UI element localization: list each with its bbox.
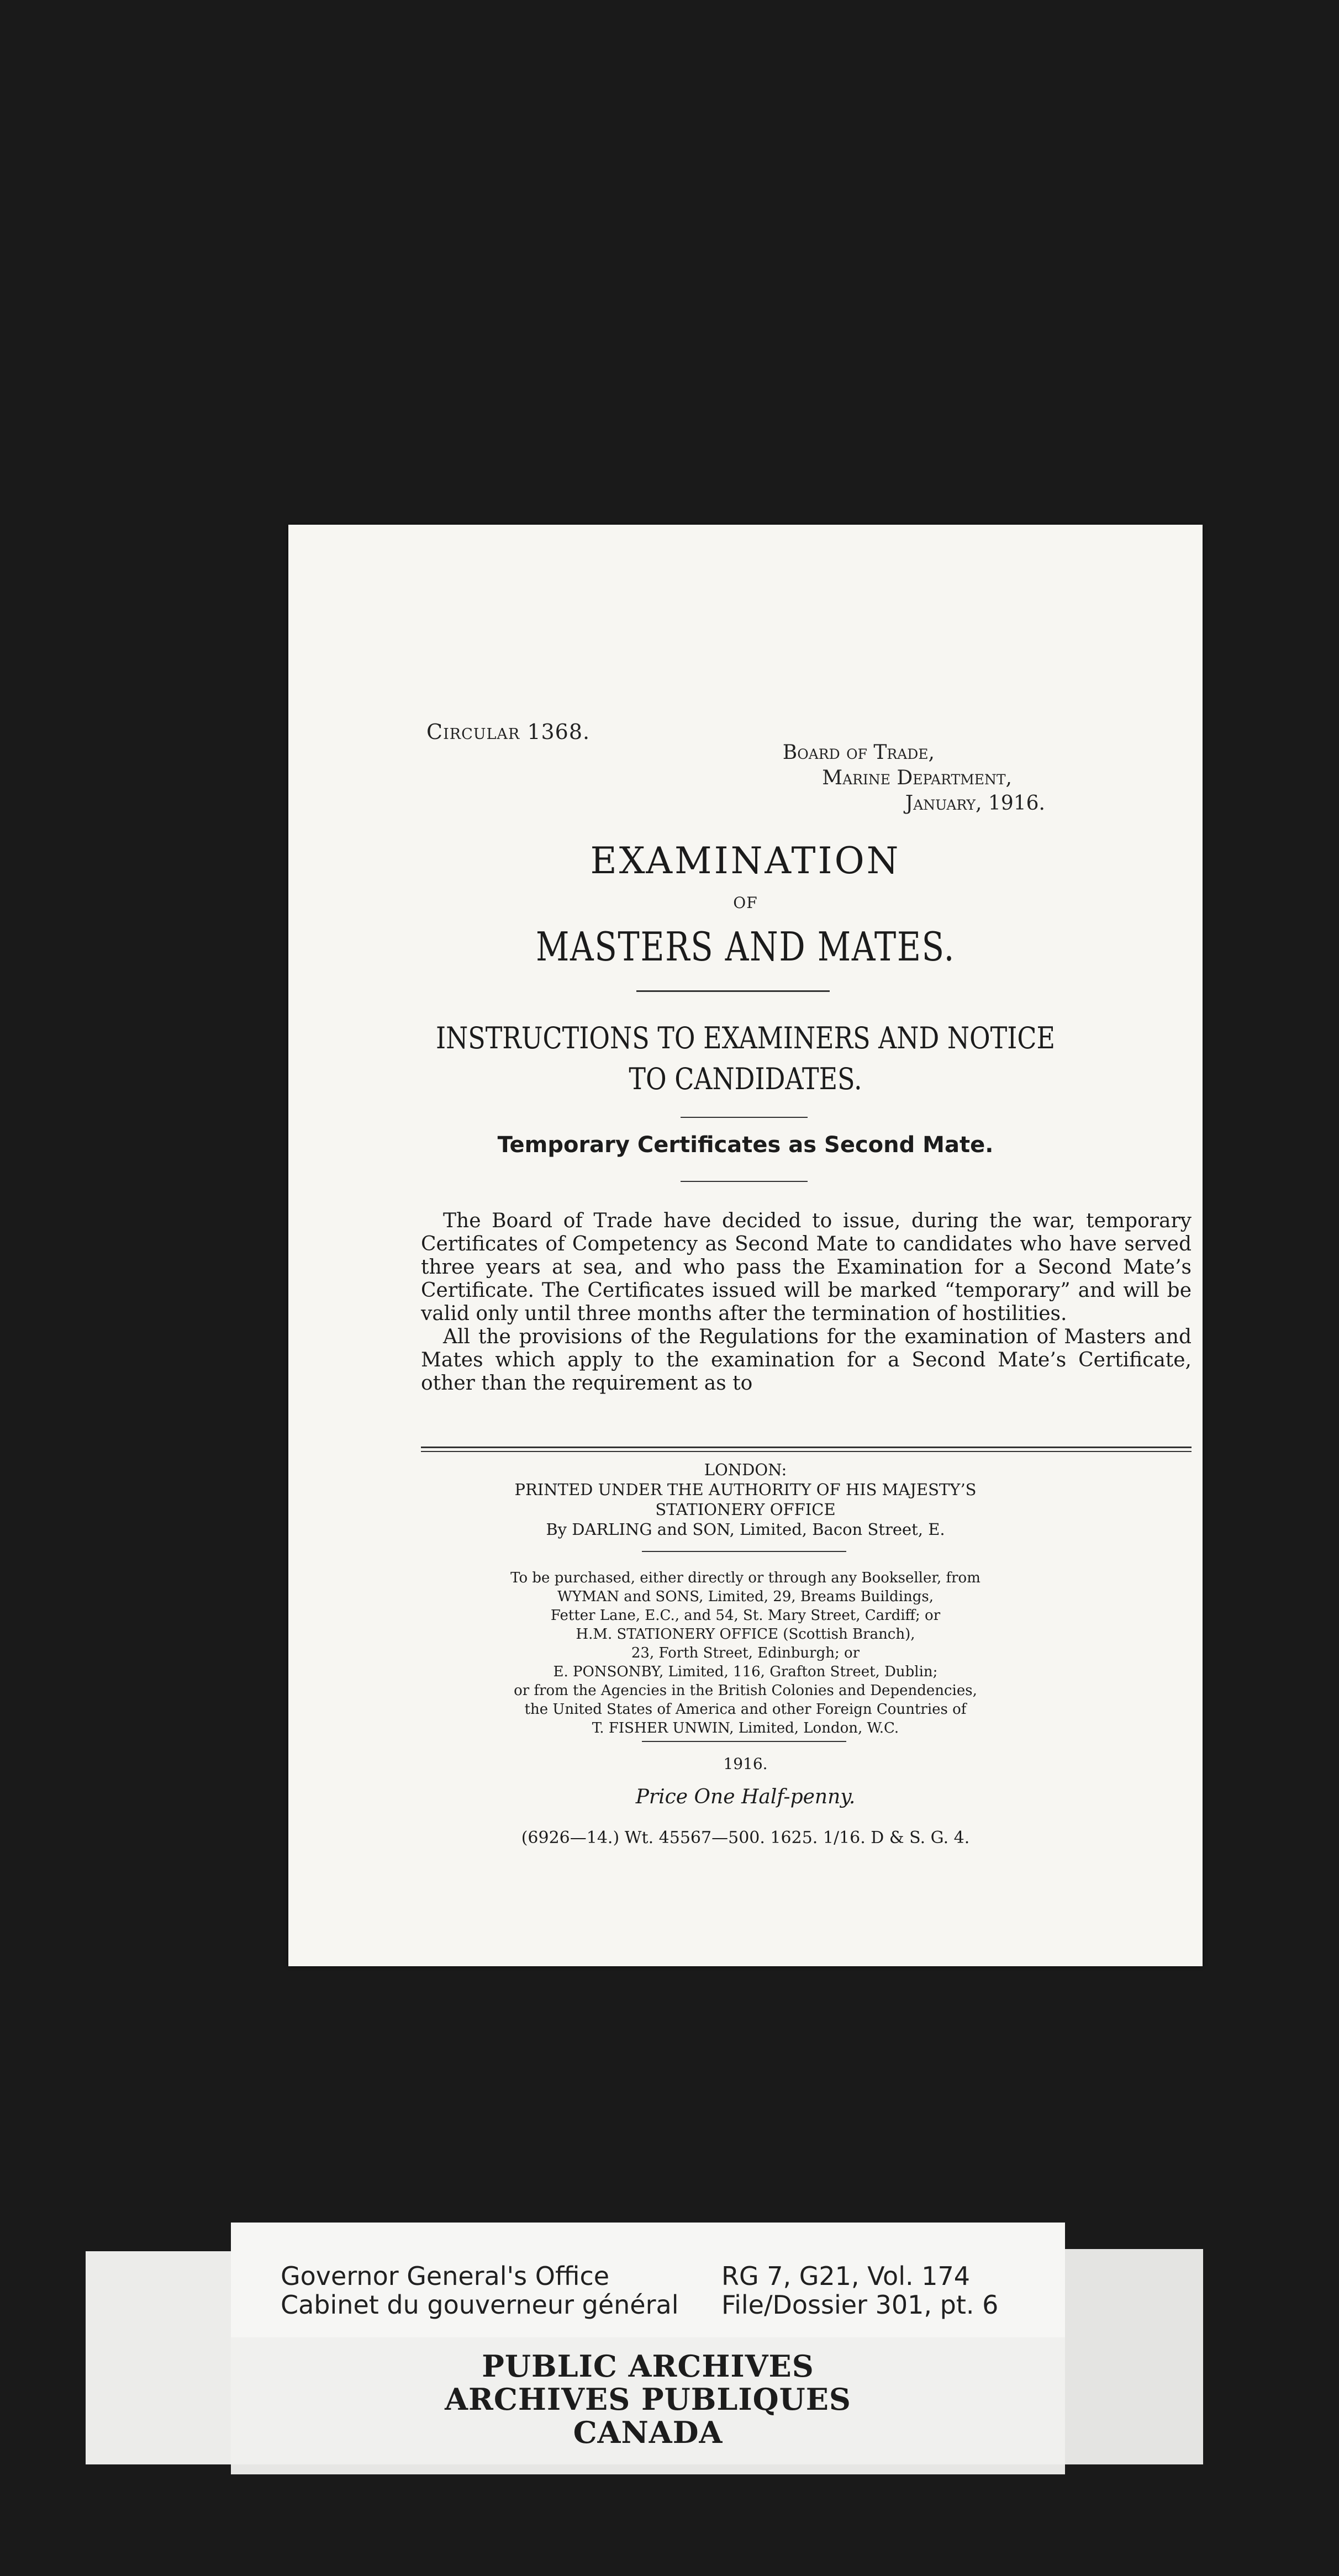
divider	[681, 1181, 808, 1182]
label-edge	[1065, 2249, 1203, 2464]
imprint-line: PRINTED UNDER THE AUTHORITY OF HIS MAJESTY’S	[514, 1480, 977, 1499]
imprint-line: By DARLING and SON, Limited, Bacon Street, E.	[546, 1520, 945, 1539]
purchase-line: or from the Agencies in the British Colonies and Dependencies,	[514, 1682, 977, 1699]
double-rule	[421, 1447, 1192, 1448]
publication-year: 1916.	[723, 1755, 768, 1773]
document-page	[288, 525, 1203, 1966]
divider	[642, 1741, 846, 1742]
print-code: (6926—14.) Wt. 45567—500. 1625. 1/16. D & S. G. 4.	[521, 1828, 970, 1847]
department-line: Board of Trade,	[782, 741, 935, 764]
purchase-line: To be purchased, either directly or through any Bookseller, from	[510, 1570, 980, 1586]
department-line: Marine Department,	[822, 767, 1012, 789]
price: Price One Half-penny.	[635, 1786, 856, 1808]
department-block	[783, 740, 1045, 816]
instructions-line: INSTRUCTIONS TO EXAMINERS AND NOTICE	[435, 1021, 1056, 1055]
date-line: January, 1916.	[905, 792, 1045, 815]
title-examination: EXAMINATION	[590, 840, 901, 882]
purchase-line: T. FISHER UNWIN, Limited, London, W.C.	[592, 1720, 899, 1736]
paragraph: All the provisions of the Regulations for the examination of Masters and Mates which apply to the examination for a Second Mate’s Certificate, other than the requirement as to	[421, 1326, 1192, 1395]
purchase-line: WYMAN and SONS, Limited, 29, Breams Buildings,	[557, 1588, 934, 1605]
stamp-edge	[86, 2251, 231, 2464]
imprint-block	[288, 1460, 1203, 1539]
purchase-info	[288, 1569, 1203, 1738]
archive-reference-label	[231, 2223, 1065, 2337]
instructions-heading	[428, 1018, 1064, 1100]
double-rule	[421, 1451, 1192, 1452]
label-bottom-edge	[231, 2464, 1065, 2474]
imprint-line: STATIONERY OFFICE	[655, 1500, 836, 1519]
imprint-line: LONDON:	[704, 1460, 787, 1479]
body-text	[421, 1210, 1192, 1395]
divider	[636, 990, 830, 992]
purchase-line: 23, Forth Street, Edinburgh; or	[631, 1645, 860, 1661]
circular-number: Circular 1368.	[426, 720, 591, 744]
archives-stamp	[231, 2337, 1065, 2464]
paragraph: The Board of Trade have decided to issue, during the war, temporary Certificates of Competency as Second Mate to candidates who have served three years at sea, and who pass the Examination for a Second Mate’s Certificate. The Certificates issued will be marked “temporary” and will be valid only until three months after the termination of hostilities.	[421, 1210, 1192, 1325]
stamp-line: CANADA	[573, 2415, 723, 2450]
divider	[681, 1117, 808, 1118]
purchase-line: E. PONSONBY, Limited, 116, Grafton Street, Dublin;	[553, 1664, 938, 1680]
divider	[642, 1551, 846, 1552]
purchase-line: Fetter Lane, E.C., and 54, St. Mary Street, Cardiff; or	[550, 1607, 941, 1624]
temporary-certificates-heading: Temporary Certificates as Second Mate.	[497, 1132, 994, 1158]
instructions-line: TO CANDIDATES.	[629, 1062, 862, 1096]
office-french: Cabinet du gouverneur général	[281, 2290, 679, 2320]
file-ref: File/Dossier 301, pt. 6	[721, 2290, 999, 2320]
purchase-line: the United States of America and other Foreign Countries of	[524, 1701, 967, 1718]
stamp-line: ARCHIVES PUBLIQUES	[445, 2382, 851, 2417]
title-masters-and-mates: MASTERS AND MATES.	[535, 923, 956, 970]
record-group-ref: RG 7, G21, Vol. 174	[721, 2261, 971, 2291]
stamp-line: PUBLIC ARCHIVES	[482, 2348, 814, 2384]
title-of: OF	[733, 894, 758, 912]
purchase-line: H.M. STATIONERY OFFICE (Scottish Branch),	[576, 1626, 915, 1643]
office-english: Governor General's Office	[281, 2261, 610, 2291]
